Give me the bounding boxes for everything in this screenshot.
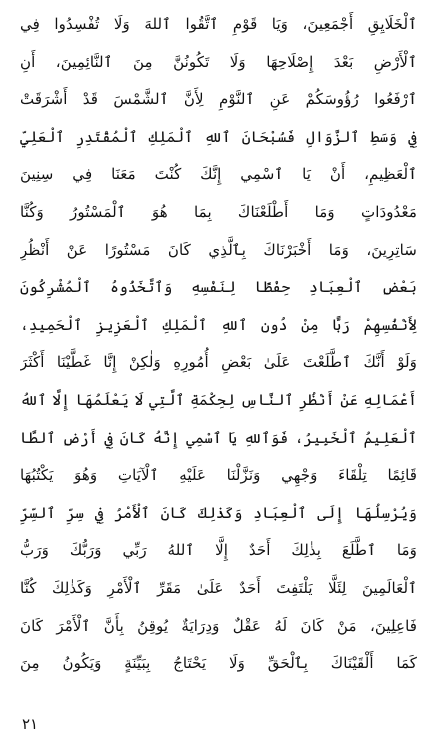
text-line: وَمَا ٱطَّلَعَ بِذٰلِكَ أَحَدٌ إِلَّا ٱللهُ رَبِّي وَرَبُّكَ وَرَبُّ bbox=[20, 541, 417, 560]
text-line: كَمَا أَلْقَيْنَاكَ بِٱلْحَقِّ وَلَا يَحْتَاجُ بِبَيِّنَةٍ وَيَكُونُ مِنَ bbox=[20, 654, 417, 673]
page-number: ٢١ bbox=[22, 715, 39, 733]
text-line: ٱلْخَلَايِقِ أَجْمَعِينَ، وَيَا قَوْمِ ٱتَّقُوا ٱللهَ وَلَا تُفْسِدُوا فِي bbox=[20, 15, 417, 33]
text-line: ٱلْأَرْضِ بَعْدَ إِصْلَاحِهَا وَلَا تَكُونُنَّ مِنَ ٱلنَّائِمِينَ، أَنِ bbox=[20, 52, 417, 71]
text-line: بَعْضِ ٱلْعِبَادِ حِفْظًا لِنَفْسِهِ وَٱتَّخَذُوهُ ٱلْمُشْرِكُونَ bbox=[20, 278, 417, 297]
text-line: فَاعِلِينَ، مَنْ كَانَ لَهُ عَقْلٌ وَدِرَايَةٌ يُوقِنُ بِأَنَّ ٱلْأَمْرَ كَانَ bbox=[20, 616, 417, 635]
text-line: سَاتِرِينَ، وَمَا أَخْبَرْنَاكَ بِٱلَّذِي كَانَ مَسْتُورًا عَنْ أَنْظُرِ bbox=[20, 240, 417, 259]
text-line: وَيُرْسِلُهَا إِلَى ٱلْعِبَادِ وَكَذٰلِكَ كَانَ ٱلْأَمْرُ فِي سِرِّ ٱلسِّرِّ bbox=[20, 503, 417, 522]
text-line: ٱلْعَلِيمُ ٱلْخَبِيرُ، فَوَٱللهِ يَا ٱسْمِي إِنَّهُ كَانَ فِي أَرْضِ ٱلطَّا bbox=[20, 428, 417, 447]
text-line: فِي وَسَطِ ٱلزَّوَالِ فَسُبْحَانَ ٱللهِ ٱلْمَلِكِ ٱلْمُقْتَدِرِ ٱلْعَلِيِّ bbox=[20, 127, 417, 146]
text-line: ٱرْفَعُوا رُؤُوسَكُمْ عَنِ ٱلنَّوْمِ لِأَنَّ ٱلشَّمْسَ قَدْ أَشْرَقَتْ bbox=[20, 90, 417, 109]
text-line: مَعْدُودَاتٍ وَمَا أَطْلَعْنَاكَ بِمَا هُوَ ٱلْمَسْتُورُ وَكُنَّا bbox=[20, 202, 417, 221]
text-line: لِأَنْفُسِهِمْ رَبًّا مِنْ دُونِ ٱللهِ ٱلْمَلِكِ ٱلْعَزِيزِ ٱلْحَمِيدِ، bbox=[20, 315, 417, 334]
text-line: أَعْمَالِهِ عَنْ أَنْظُرِ ٱلنَّاسِ لِحِكْمَةِ ٱلَّتِي لَا يَعْلَمُهَا إِلَّا ٱللهُ bbox=[20, 390, 417, 409]
text-line: وَلَوْ أَنَّكَ ٱطَّلَعْتَ عَلَىٰ بَعْضِ أُمُورِهِ وَلٰكِنْ إِنَّا غَطَّيْنَا أَكْثَرَ bbox=[20, 353, 417, 372]
text-line: قَائِمًا تِلْقَاءَ وَجْهِي وَنَزَّلْنَا عَلَيْهِ ٱلْآيَاتِ وَهُوَ يَكْتُبُهَا bbox=[20, 466, 417, 485]
text-line: ٱلْعَظِيمِ، أَنْ يَا ٱسْمِي إِنَّكَ كُنْتَ مَعَنَا فِي سِنِينَ bbox=[20, 165, 417, 184]
text-line: ٱلْعَالَمِينَ لِئَلَّا يَلْتَفِتَ أَحَدٌ عَلَىٰ مَقَرِّ ٱلْأَمْرِ وَكَذٰلِكَ كُنَّا bbox=[20, 578, 417, 597]
body-text bbox=[20, 6, 417, 683]
